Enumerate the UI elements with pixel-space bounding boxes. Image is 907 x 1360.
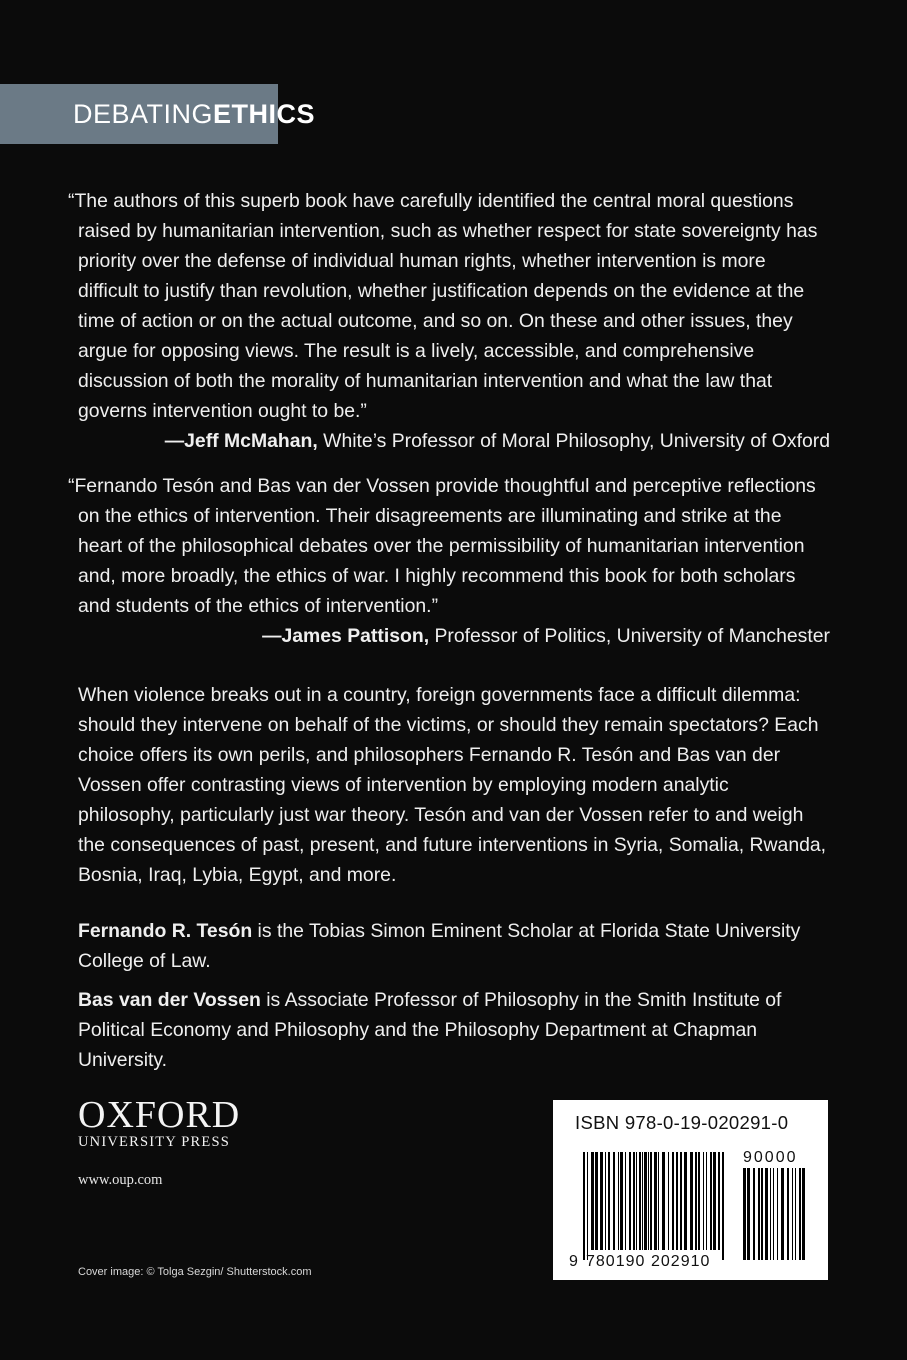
publisher-subtitle: UNIVERSITY PRESS	[78, 1134, 231, 1150]
series-banner	[0, 84, 316, 144]
barcode-bar	[644, 1152, 647, 1250]
barcode-bar	[753, 1168, 755, 1260]
barcode-bar	[595, 1152, 598, 1250]
barcode-bar	[787, 1168, 789, 1260]
barcode-bar	[587, 1152, 588, 1260]
barcode-graphic	[553, 1100, 828, 1280]
barcode-bar	[718, 1152, 720, 1250]
barcode-bar	[695, 1152, 697, 1250]
isbn-label: ISBN 978-0-19-020291-0	[575, 1112, 789, 1133]
quote-attribution	[78, 621, 830, 651]
barcode-bar	[583, 1152, 585, 1260]
barcode-bar	[781, 1168, 784, 1260]
quote-attribution	[78, 426, 830, 456]
barcode-bar	[799, 1168, 801, 1260]
quote-text: “Fernando Tesón and Bas van der Vossen provide thoughtful and perceptive reflections on the ethics of intervention. Their disagreements are illuminating and strike at the heart of the philosophical debates over the permissibility of humanitarian intervention and, more broadly, the ethics of war. I highly recommend this book for both scholars and students of the ethics of intervention.”	[68, 475, 816, 617]
barcode-bar	[792, 1168, 793, 1260]
barcode-bar	[668, 1152, 669, 1250]
publisher-name: OXFORD	[78, 1094, 241, 1136]
description-text: When violence breaks out in a country, foreign governments face a difficult dilemma: should they intervene on behalf of the victims, or should they remain spectators? Each choice offers its own perils, and philosophers Fernando R. Tesón and Bas van der Vossen offer contrasting views of intervention by employing modern analytic philosophy, particularly just war theory. Tesón and van der Vossen refer to and weigh the consequences of past, present, and future interventions in Syria, Somalia, Rwanda, Bosnia, Iraq, Lybia, Egypt, and more.	[78, 684, 827, 886]
series-name-bold: ETHICS	[213, 98, 316, 129]
ean-barcode-bars	[583, 1152, 724, 1260]
barcode-bar	[642, 1152, 643, 1250]
barcode-bar	[618, 1152, 619, 1250]
barcode-bar	[758, 1168, 760, 1260]
barcode-bar	[613, 1152, 615, 1250]
attribution-name: —Jeff McMahan,	[164, 430, 318, 452]
barcode-bar	[703, 1152, 704, 1250]
barcode-bar	[620, 1152, 623, 1250]
author-name: Bas van der Vossen	[78, 989, 261, 1011]
author-name: Fernando R. Tesón	[78, 920, 253, 942]
series-name-light: DEBATING	[73, 98, 214, 129]
barcode-bar	[639, 1152, 641, 1250]
publisher-url: www.oup.com	[78, 1172, 163, 1188]
barcode-bar	[706, 1152, 707, 1250]
barcode-bar	[743, 1168, 746, 1260]
attribution-name: —James Pattison,	[262, 625, 430, 647]
barcode-bar	[713, 1152, 716, 1250]
barcode-bar	[662, 1152, 665, 1250]
barcode-bar	[761, 1168, 763, 1260]
barcode-bar	[722, 1152, 724, 1260]
endorsement-quote-1	[68, 186, 830, 456]
barcode-bar	[650, 1152, 652, 1250]
barcode-bar	[625, 1152, 626, 1250]
book-description	[78, 680, 830, 890]
attribution-title: Professor of Politics, University of Manchester	[429, 625, 830, 647]
barcode-bar	[658, 1152, 659, 1250]
barcode-bar	[608, 1152, 610, 1250]
author-bio-text: is Associate Professor of Philosophy in the Smith Institute of Political Economy and Philosophy and the Philosophy Department at Chapman University.	[78, 989, 782, 1071]
barcode-bar	[672, 1152, 674, 1250]
barcode-bar	[802, 1168, 805, 1260]
barcode-bar	[773, 1168, 774, 1260]
barcode-bar	[747, 1168, 750, 1260]
addon-barcode-bars	[743, 1168, 805, 1260]
attribution-title: White’s Professor of Moral Philosophy, University of Oxford	[317, 430, 830, 452]
barcode-bar	[765, 1168, 768, 1260]
barcode-bar	[605, 1152, 606, 1250]
author-bio-2	[78, 985, 830, 1075]
barcode-box	[553, 1100, 828, 1280]
barcode-bar	[676, 1152, 678, 1250]
barcode-bar	[591, 1152, 594, 1250]
barcode-bar	[633, 1152, 635, 1250]
barcode-bar	[648, 1152, 649, 1250]
barcode-bar	[629, 1152, 631, 1250]
barcode-bar	[654, 1152, 657, 1250]
barcode-bar	[710, 1152, 712, 1250]
barcode-price-code: 90000	[743, 1149, 798, 1166]
author-bio-text: is the Tobias Simon Eminent Scholar at Florida State University College of Law.	[78, 920, 801, 972]
barcode-bar	[698, 1152, 700, 1250]
cover-image-credit: Cover image: © Tolga Sezgin/ Shutterstock.com	[78, 1266, 312, 1278]
barcode-bar	[795, 1168, 796, 1260]
barcode-bar	[636, 1152, 637, 1250]
barcode-digits-left: 780190	[586, 1253, 646, 1270]
barcode-digits-right: 202910	[651, 1253, 711, 1270]
barcode-bar	[690, 1152, 693, 1250]
barcode-bar	[680, 1152, 682, 1250]
barcode-bar	[684, 1152, 687, 1250]
endorsement-quote-2	[68, 471, 830, 651]
author-bio-1	[78, 916, 830, 976]
barcode-bar	[770, 1168, 771, 1260]
barcode-bar	[600, 1152, 603, 1250]
barcode-bar	[777, 1168, 778, 1260]
quote-text: “The authors of this superb book have carefully identified the central moral questions raised by humanitarian intervention, such as whether respect for state sovereignty has priority over the defense of individual human rights, whether intervention is more difficult to justify than revolution, whether justification depends on the evidence at the time of action or on the actual outcome, and so on. On these and other issues, they argue for opposing views. The result is a lively, accessible, and comprehensive discussion of both the morality of humanitarian intervention and what the law that governs intervention ought to be.”	[68, 190, 818, 422]
barcode-digit-first: 9	[569, 1253, 578, 1270]
publisher-logo	[78, 1094, 241, 1152]
